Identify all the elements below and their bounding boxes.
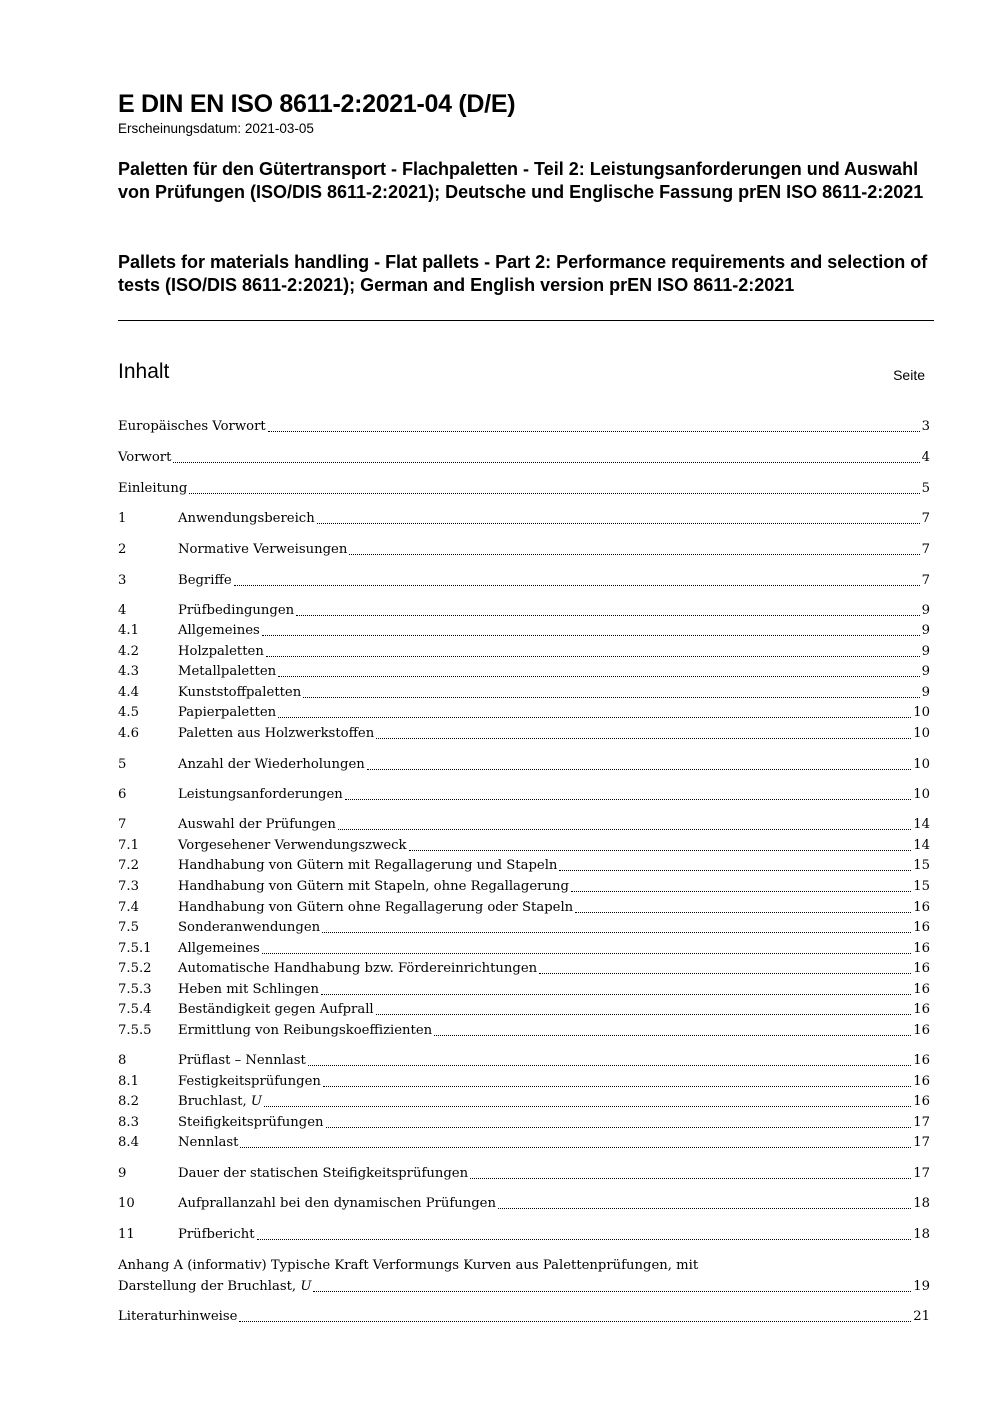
title-english: Pallets for materials handling - Flat pallets - Part 2: Performance requirements and selection of tests (ISO/DIS 8611-2:2021); German and English version prEN ISO 8611-2:2021 <box>118 252 928 295</box>
toc-entry[interactable] <box>118 703 930 723</box>
toc-leader-dots <box>240 1147 911 1148</box>
toc-entry-label-text: Vorgesehener Verwendungszweck <box>178 838 407 853</box>
toc-entry-label-text: Nennlast <box>178 1135 239 1150</box>
toc-leader-dots <box>376 1014 912 1015</box>
toc-leader-dots <box>321 994 911 995</box>
toc-entry[interactable] <box>118 980 930 1000</box>
toc-leader-dots <box>278 676 919 677</box>
toc-entry-page: 9 <box>921 685 930 700</box>
toc-entry-number: 7.5 <box>118 920 139 935</box>
toc-entry-label <box>118 479 187 499</box>
toc-entry-label-text: Europäisches Vorwort <box>118 419 266 434</box>
toc-entry-label <box>178 980 319 1000</box>
toc-entry-label-text: Automatische Handhabung bzw. Fördereinrichtungen <box>178 961 538 976</box>
toc-entry-label <box>178 939 260 959</box>
toc-entry[interactable] <box>118 1113 930 1133</box>
toc-entry[interactable] <box>118 1277 930 1297</box>
toc-entry-page: 18 <box>913 1227 930 1242</box>
toc-entry-label-text: Darstellung der Bruchlast, <box>118 1279 297 1294</box>
toc-entry-label <box>178 1194 496 1214</box>
toc-entry-label-text: Allgemeines <box>178 941 260 956</box>
toc-entry-label <box>178 1021 432 1041</box>
toc-leader-dots <box>323 1086 911 1087</box>
toc-entry-label-text: Allgemeines <box>178 623 260 638</box>
toc-entry-label <box>178 540 347 560</box>
toc-entry-label-text: Beständigkeit gegen Aufprall <box>178 1002 374 1017</box>
toc-entry[interactable] <box>118 601 930 621</box>
toc-entry-label-text: Literaturhinweise <box>118 1309 238 1324</box>
toc-entry-label <box>178 877 569 897</box>
toc-entry-page: 16 <box>913 941 930 956</box>
toc-entry[interactable] <box>118 836 930 856</box>
toc-entry-number: 11 <box>118 1227 135 1242</box>
toc-entry-number: 7.5.2 <box>118 961 152 976</box>
toc-entry-number: 8.3 <box>118 1115 139 1130</box>
header-divider <box>118 320 934 321</box>
toc-entry-label <box>178 1092 262 1112</box>
toc-leader-dots <box>262 635 920 636</box>
toc-entry-number: 7.5.1 <box>118 941 152 956</box>
toc-entry[interactable] <box>118 642 930 662</box>
toc-entry-label-text: Dauer der statischen Steifigkeitsprüfungen <box>178 1166 469 1181</box>
toc-entry[interactable] <box>118 1164 930 1184</box>
toc-entry-page: 19 <box>913 1279 930 1294</box>
toc-leader-dots <box>257 1239 912 1240</box>
toc-entry[interactable] <box>118 1225 930 1245</box>
toc-leader-dots <box>308 1065 911 1066</box>
toc-entry[interactable] <box>118 509 930 529</box>
toc-entry-label <box>178 836 407 856</box>
toc-leader-dots <box>189 493 919 494</box>
toc-entry-label <box>178 571 232 591</box>
toc-entry-label <box>178 1072 321 1092</box>
toc-entry-page: 17 <box>913 1166 930 1181</box>
toc-entry[interactable] <box>118 939 930 959</box>
toc-entry-number: 7.5.4 <box>118 1002 152 1017</box>
toc-entry-label <box>178 815 336 835</box>
toc-entry[interactable] <box>118 621 930 641</box>
toc-entry-page: 14 <box>913 838 930 853</box>
toc-entry-label-text: Kunststoffpaletten <box>178 685 302 700</box>
toc-entry-number: 4.4 <box>118 685 139 700</box>
toc-entry-number: 8 <box>118 1053 127 1068</box>
toc-entry-label-text: Auswahl der Prüfungen <box>178 817 336 832</box>
toc-entry-label <box>178 642 264 662</box>
toc-entry-number: 4.2 <box>118 644 139 659</box>
toc-entry-label-text: Festigkeitsprüfungen <box>178 1074 321 1089</box>
toc-entry-label <box>178 785 343 805</box>
toc-leader-dots <box>376 738 911 739</box>
toc-entry[interactable] <box>118 1000 930 1020</box>
toc-entry-page: 16 <box>913 1053 930 1068</box>
toc-entry-page: 5 <box>921 481 930 496</box>
toc-entry-number: 4.1 <box>118 623 139 638</box>
toc-leader-dots <box>313 1291 911 1292</box>
toc-leader-dots <box>278 717 911 718</box>
toc-entry-label <box>178 1051 306 1071</box>
toc-entry-page: 16 <box>913 1094 930 1109</box>
toc-leader-dots <box>345 799 911 800</box>
toc-leader-dots <box>239 1321 911 1322</box>
toc-leader-dots <box>338 829 911 830</box>
toc-entry-label-text: Prüfbedingungen <box>178 603 295 618</box>
toc-entry-number: 3 <box>118 573 127 588</box>
toc-entry-page: 10 <box>913 726 930 741</box>
toc-entry-number: 8.1 <box>118 1074 139 1089</box>
toc-entry-label-text: Papierpaletten <box>178 705 277 720</box>
toc-entry-label <box>178 724 374 744</box>
toc-entry-number: 7 <box>118 817 127 832</box>
toc-entry-page: 9 <box>921 664 930 679</box>
toc-entry-label-text: Heben mit Schlingen <box>178 982 320 997</box>
toc-entry-page: 15 <box>913 858 930 873</box>
toc-entry-number: 8.2 <box>118 1094 139 1109</box>
toc-entry-number: 7.5.5 <box>118 1023 152 1038</box>
toc-leader-dots <box>367 769 911 770</box>
toc-entry-page: 16 <box>913 982 930 997</box>
toc-entry-label <box>178 1113 324 1133</box>
toc-entry-number: 7.3 <box>118 879 139 894</box>
toc-entry-label <box>178 1225 255 1245</box>
toc-entry-label <box>178 918 320 938</box>
toc-entry-page: 16 <box>913 1002 930 1017</box>
toc-entry-number: 7.2 <box>118 858 139 873</box>
toc-leader-dots <box>296 615 919 616</box>
toc-entry-page: 16 <box>913 961 930 976</box>
toc-entry-page: 7 <box>921 542 930 557</box>
toc-entry-label <box>178 856 557 876</box>
toc-entry-page: 16 <box>913 1074 930 1089</box>
toc-entry-label-text: Holzpaletten <box>178 644 264 659</box>
toc-leader-dots <box>326 1127 912 1128</box>
toc-entry-label-text: Steifigkeitsprüfungen <box>178 1115 324 1130</box>
toc-entry-page: 10 <box>913 705 930 720</box>
toc-leader-dots <box>571 891 911 892</box>
toc-entry-label <box>178 662 276 682</box>
toc-leader-dots <box>409 850 912 851</box>
toc-entry-label <box>178 703 276 723</box>
toc-entry-number: 6 <box>118 787 127 802</box>
toc-entry-page: 4 <box>921 450 930 465</box>
publication-date: Erscheinungsdatum: 2021-03-05 <box>118 121 314 136</box>
toc-entry-label <box>118 1307 237 1327</box>
toc-entry-label-text: Paletten aus Holzwerkstoffen <box>178 726 375 741</box>
toc-entry-label-text: Aufprallanzahl bei den dynamischen Prüfungen <box>178 1196 496 1211</box>
toc-entry-label <box>178 683 301 703</box>
toc-entry-number: 4 <box>118 603 127 618</box>
toc-entry-label-variable: U <box>250 1094 263 1109</box>
toc-entry-number: 4.6 <box>118 726 139 741</box>
toc-entry-label-text: Prüflast – Nennlast <box>178 1053 306 1068</box>
toc-entry-label-line1: Anhang A (informativ) Typische Kraft Verformungs Kurven aus Palettenprüfungen, mit <box>118 1258 699 1273</box>
toc-leader-dots <box>575 912 911 913</box>
toc-entry[interactable] <box>118 815 930 835</box>
toc-entry-page: 10 <box>913 787 930 802</box>
toc-entry-label <box>118 417 266 437</box>
toc-entry-page: 7 <box>921 511 930 526</box>
toc-leader-dots <box>268 431 920 432</box>
toc-entry-label-text: Einleitung <box>118 481 188 496</box>
toc-leader-dots <box>498 1208 911 1209</box>
toc-entry-label-text: Handhabung von Gütern ohne Regallagerung oder Stapeln <box>178 900 574 915</box>
toc-entry[interactable] <box>118 479 930 499</box>
toc-entry[interactable] <box>118 877 930 897</box>
toc-entry[interactable] <box>118 540 930 560</box>
toc-entry[interactable] <box>118 724 930 744</box>
toc-entry-label-text: Ermittlung von Reibungskoeffizienten <box>178 1023 433 1038</box>
toc-leader-dots <box>266 656 920 657</box>
toc-entry[interactable] <box>118 448 930 468</box>
toc-entry-label-text: Bruchlast, <box>178 1094 247 1109</box>
toc-entry-page: 16 <box>913 900 930 915</box>
toc-entry-number: 1 <box>118 511 127 526</box>
toc-entry-number: 9 <box>118 1166 127 1181</box>
toc-page-label: Seite <box>893 367 925 383</box>
toc-entry-label-text: Leistungsanforderungen <box>178 787 343 802</box>
toc-entry[interactable] <box>118 898 930 918</box>
toc-leader-dots <box>559 870 911 871</box>
toc-entry-page: 10 <box>913 757 930 772</box>
toc-entry-page: 3 <box>921 419 930 434</box>
toc-entry-page: 17 <box>913 1115 930 1130</box>
toc-entry-label <box>118 448 171 468</box>
toc-entry[interactable] <box>118 571 930 591</box>
toc-leader-dots <box>264 1106 911 1107</box>
toc-leader-dots <box>349 554 919 555</box>
toc-entry[interactable] <box>118 1072 930 1092</box>
toc-entry-number: 7.4 <box>118 900 139 915</box>
toc-entry-label <box>178 509 315 529</box>
toc-leader-dots <box>173 462 919 463</box>
toc-entry-label-text: Metallpaletten <box>178 664 277 679</box>
toc-entry-label <box>178 755 365 775</box>
toc-entry-label-text: Sonderanwendungen <box>178 920 321 935</box>
toc-entry-page: 9 <box>921 644 930 659</box>
toc-leader-dots <box>317 523 920 524</box>
toc-entry[interactable] <box>118 1051 930 1071</box>
toc-leader-dots <box>470 1178 911 1179</box>
toc-heading: Inhalt <box>118 360 170 383</box>
toc-leader-dots <box>322 932 911 933</box>
toc-entry-page: 15 <box>913 879 930 894</box>
toc-entry-label-text: Prüfbericht <box>178 1227 255 1242</box>
toc-entry-label-text: Anwendungsbereich <box>178 511 315 526</box>
toc-entry-label-text: Anzahl der Wiederholungen <box>178 757 365 772</box>
toc-entry-page: 14 <box>913 817 930 832</box>
toc-entry[interactable] <box>118 1133 930 1153</box>
toc-entry-label-text: Handhabung von Gütern mit Stapeln, ohne Regallagerung <box>178 879 569 894</box>
toc-entry[interactable] <box>118 1307 930 1327</box>
toc-entry[interactable] <box>118 959 930 979</box>
toc-entry-label <box>178 1000 374 1020</box>
toc-entry-number: 4.3 <box>118 664 139 679</box>
toc-entry-number: 7.5.3 <box>118 982 152 997</box>
toc-entry[interactable] <box>118 1021 930 1041</box>
toc-entry[interactable] <box>118 1194 930 1214</box>
toc-entry-label-text: Vorwort <box>118 450 172 465</box>
toc-entry-label-text: Normative Verweisungen <box>178 542 348 557</box>
toc-entry-label-text: Handhabung von Gütern mit Regallagerung und Stapeln <box>178 858 558 873</box>
toc-entry-number: 4.5 <box>118 705 139 720</box>
toc-entry-label <box>178 1133 238 1153</box>
toc-entry[interactable] <box>118 683 930 703</box>
toc-entry-label-text: Begriffe <box>178 573 232 588</box>
toc-leader-dots <box>434 1035 911 1036</box>
toc-entry-label <box>178 601 294 621</box>
toc-entry[interactable] <box>118 662 930 682</box>
toc-leader-dots <box>234 585 920 586</box>
title-german: Paletten für den Gütertransport - Flachpaletten - Teil 2: Leistungsanforderungen und Auswahl von Prüfungen (ISO/DIS 8611-2:2021); Deutsche und Englische Fassung prEN ISO 8611-2:2021 <box>118 159 924 202</box>
toc-entry-page: 18 <box>913 1196 930 1211</box>
toc-entry-page: 16 <box>913 1023 930 1038</box>
toc-entry-number: 5 <box>118 757 127 772</box>
toc-entry-label <box>178 1164 468 1184</box>
toc-leader-dots <box>262 953 911 954</box>
toc-entry-page: 9 <box>921 623 930 638</box>
toc-entry-page: 21 <box>913 1309 930 1324</box>
toc-entry-page: 9 <box>921 603 930 618</box>
toc-entry-label <box>118 1277 311 1297</box>
toc-entry-number: 2 <box>118 542 127 557</box>
toc-entry[interactable] <box>118 1092 930 1112</box>
toc-entry[interactable] <box>118 417 930 437</box>
toc-entry[interactable] <box>118 918 930 938</box>
toc-entry[interactable] <box>118 856 930 876</box>
toc-entry[interactable] <box>118 785 930 805</box>
toc-entry-label-variable: U <box>300 1279 312 1294</box>
toc-entry-page: 7 <box>921 573 930 588</box>
document-id: E DIN EN ISO 8611-2:2021-04 (D/E) <box>118 90 516 118</box>
toc-entry-label <box>178 898 573 918</box>
toc-entry-label <box>178 621 260 641</box>
toc-entry-page: 16 <box>913 920 930 935</box>
toc-leader-dots <box>303 697 919 698</box>
toc-entry[interactable] <box>118 755 930 775</box>
toc-entry-page: 17 <box>913 1135 930 1150</box>
toc-entry-label <box>178 959 537 979</box>
toc-entry-number: 10 <box>118 1196 135 1211</box>
toc-entry-number: 7.1 <box>118 838 139 853</box>
toc-leader-dots <box>539 973 911 974</box>
toc-entry-number: 8.4 <box>118 1135 139 1150</box>
